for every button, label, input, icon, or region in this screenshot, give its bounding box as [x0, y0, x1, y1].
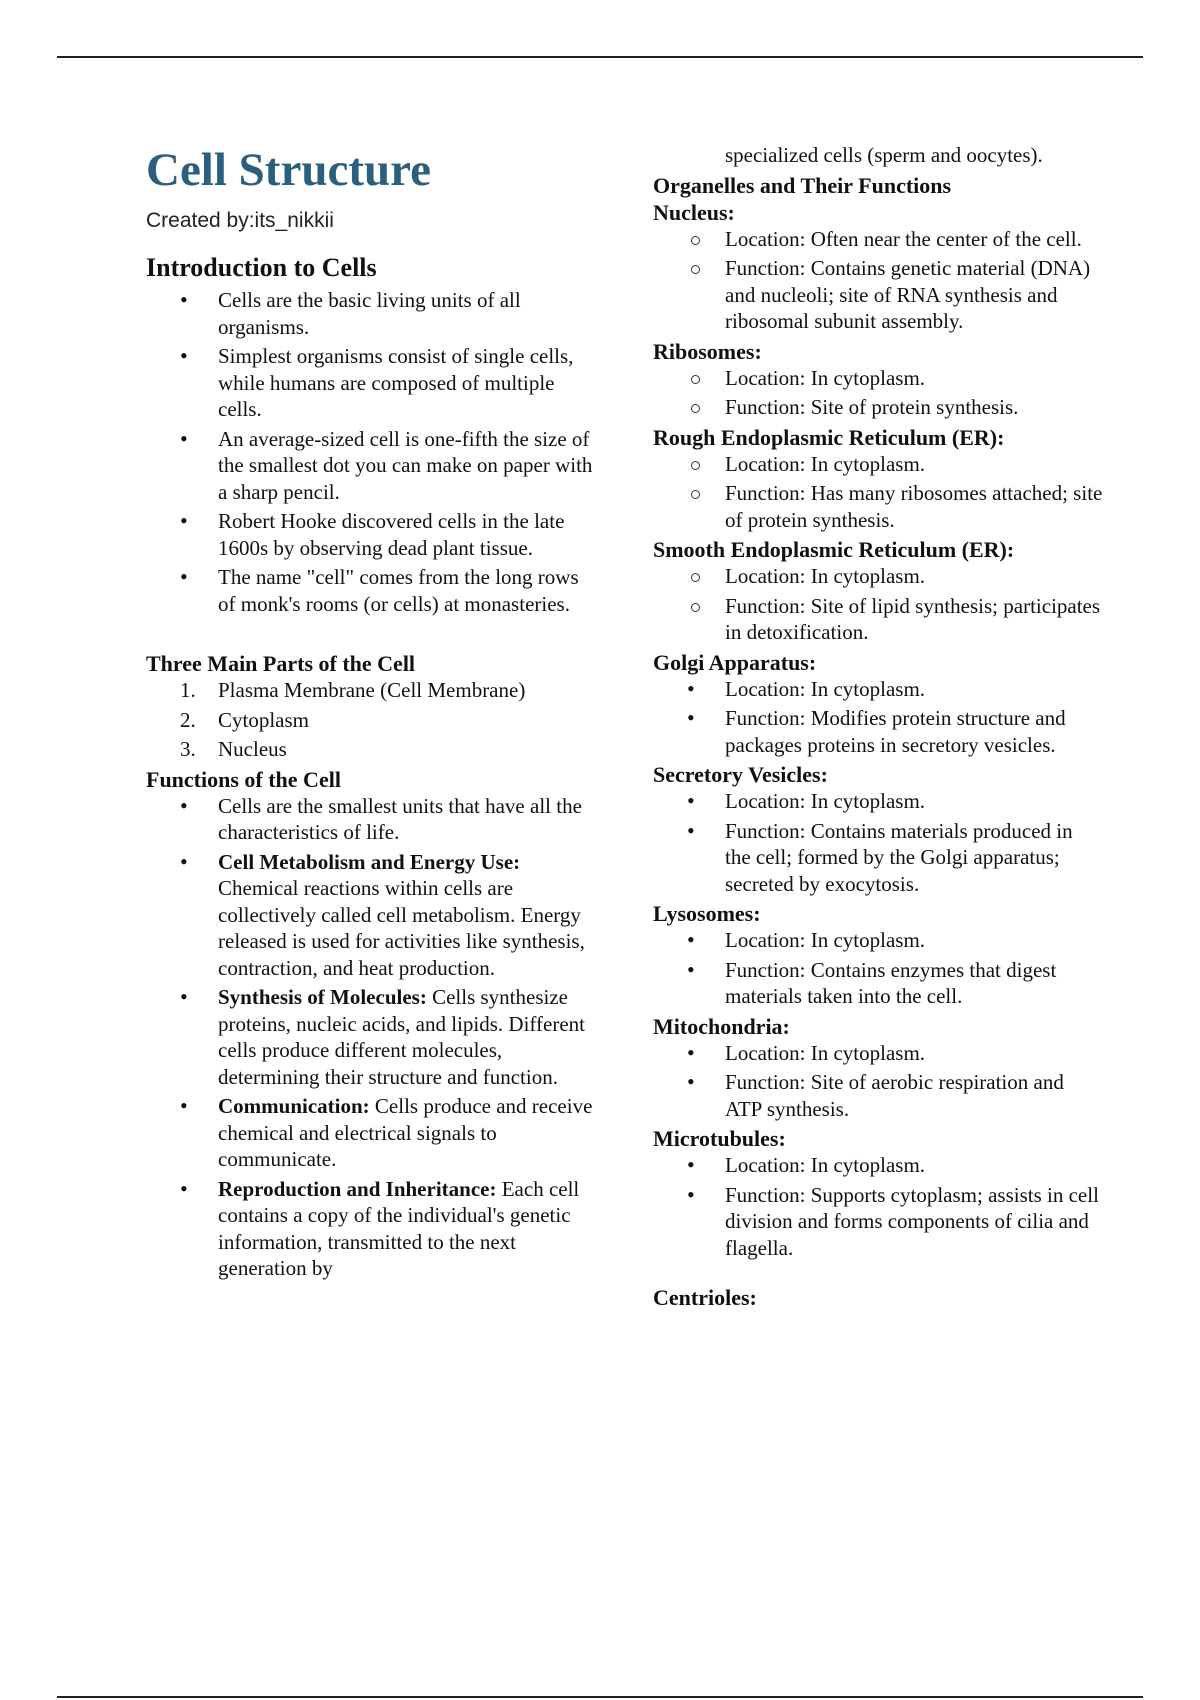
circle-bullet-icon [691, 461, 700, 470]
list-item: Location: Often near the center of the cell. [653, 226, 1103, 253]
organelle-list [653, 788, 1103, 897]
organelle-list [653, 1040, 1103, 1123]
bullet-icon [180, 1093, 210, 1120]
right-column [653, 142, 1103, 1311]
list-item: • Function: Modifies protein structure and packages proteins in secretory vesicles. [653, 705, 1103, 758]
bullet-icon [687, 818, 717, 845]
section-title: Lysosomes: [653, 901, 761, 926]
list-item: • Function: Site of aerobic respiration and ATP synthesis. [653, 1069, 1103, 1122]
page-title: Cell Structure [146, 144, 431, 196]
section-title: Secretory Vesicles: [653, 762, 828, 787]
list-item: • Robert Hooke discovered cells in the late 1600s by observing dead plant tissue. [146, 508, 596, 561]
bullet-icon [180, 564, 210, 591]
bullet-icon [687, 676, 717, 703]
list-item: • The name "cell" comes from the long rows of monk's rooms (or cells) at monasteries. [146, 564, 596, 617]
section-title: Centrioles: [653, 1285, 757, 1310]
list-item: • Function: Contains materials produced in the cell; formed by the Golgi apparatus; secreted by exocytosis. [653, 818, 1103, 898]
circle-bullet-icon [691, 490, 700, 499]
bullet-icon [687, 705, 717, 732]
continuation-text: specialized cells (sperm and oocytes). [725, 143, 1043, 167]
functions-list [146, 793, 596, 1282]
list-item: • Location: In cytoplasm. [653, 676, 1103, 703]
list-item: 1. Plasma Membrane (Cell Membrane) [180, 678, 526, 703]
list-item: • Location: In cytoplasm. [653, 1040, 1103, 1067]
organelle-list [653, 927, 1103, 1010]
list-item: • Function: Contains enzymes that digest materials taken into the cell. [653, 957, 1103, 1010]
list-item: Location: In cytoplasm. [653, 451, 1103, 478]
list-item: • Location: In cytoplasm. [653, 1152, 1103, 1179]
section-title: Ribosomes: [653, 338, 762, 364]
list-item: Function: Has many ribosomes attached; site of protein synthesis. [653, 480, 1103, 533]
organelle-list [653, 226, 1103, 335]
bullet-icon [687, 1040, 717, 1067]
author-credit: Created by:its_nikkii [146, 209, 334, 232]
circle-bullet-icon [691, 236, 700, 245]
bullet-icon [687, 957, 717, 984]
list-item: • Simplest organisms consist of single cells, while humans are composed of multiple cells. [146, 343, 596, 423]
list-item: • Cells are the smallest units that have all the characteristics of life. [146, 793, 596, 846]
intro-list [146, 287, 596, 617]
three-parts-heading: Three Main Parts of the Cell [146, 651, 416, 677]
top-divider [57, 56, 1143, 58]
bullet-icon [180, 793, 210, 820]
list-item: • Synthesis of Molecules: Cells synthesize proteins, nucleic acids, and lipids. Different cells produce different molecules, determining their structure and function. [146, 984, 596, 1090]
bullet-icon [687, 788, 717, 815]
section-title: Golgi Apparatus: [653, 649, 817, 675]
section-title: Microtubules: [653, 1126, 786, 1151]
organelle-list [653, 676, 1103, 759]
list-item: Function: Site of lipid synthesis; participates in detoxification. [653, 593, 1103, 646]
list-item: • Function: Supports cytoplasm; assists in cell division and forms components of cilia and flagella. [653, 1182, 1103, 1262]
left-column [146, 130, 596, 1285]
list-item: • Cell Metabolism and Energy Use: Chemical reactions within cells are collectively called cell metabolism. Energy released is used for activities like synthesis, contraction, and heat production. [146, 849, 596, 982]
list-item: Function: Contains genetic material (DNA) and nucleoli; site of RNA synthesis and ribosomal subunit assembly. [653, 255, 1103, 335]
bullet-icon [687, 927, 717, 954]
section-title: Smooth Endoplasmic Reticulum (ER): [653, 537, 1015, 562]
list-item: 3. Nucleus [180, 737, 287, 762]
bullet-icon [687, 1069, 717, 1096]
list-item: • Reproduction and Inheritance: Each cell contains a copy of the individual's genetic information, transmitted to the next generation by [146, 1176, 596, 1282]
section-title: Mitochondria: [653, 1013, 790, 1039]
organelle-list [653, 563, 1103, 646]
bullet-icon [180, 508, 210, 535]
list-item: Location: In cytoplasm. [653, 563, 1103, 590]
circle-bullet-icon [691, 404, 700, 413]
organelle-list [653, 365, 1103, 421]
bullet-icon [180, 849, 210, 876]
bullet-icon [180, 287, 210, 314]
section-title: Rough Endoplasmic Reticulum (ER): [653, 424, 1005, 450]
bullet-icon [180, 426, 210, 453]
circle-bullet-icon [691, 573, 700, 582]
section-title: Nucleus: [653, 199, 735, 225]
list-item: • Cells are the basic living units of all organisms. [146, 287, 596, 340]
organelles-heading: Organelles and Their Functions [653, 172, 952, 198]
bullet-icon [687, 1182, 717, 1209]
bottom-divider [57, 1696, 1143, 1698]
bullet-icon [180, 343, 210, 370]
circle-bullet-icon [691, 265, 700, 274]
bullet-icon [687, 1152, 717, 1179]
three-parts-list [146, 677, 596, 763]
list-item: Location: In cytoplasm. [653, 365, 1103, 392]
list-item: Function: Site of protein synthesis. [653, 394, 1103, 421]
list-item: • An average-sized cell is one-fifth the size of the smallest dot you can make on paper with a sharp pencil. [146, 426, 596, 506]
list-item: 2. Cytoplasm [180, 707, 310, 732]
bullet-icon [180, 984, 210, 1011]
organelle-list [653, 451, 1103, 534]
circle-bullet-icon [691, 603, 700, 612]
list-item: • Location: In cytoplasm. [653, 788, 1103, 815]
circle-bullet-icon [691, 375, 700, 384]
list-item: • Location: In cytoplasm. [653, 927, 1103, 954]
intro-heading: Introduction to Cells [146, 253, 377, 283]
functions-heading: Functions of the Cell [146, 766, 341, 792]
list-item: • Communication: Cells produce and receive chemical and electrical signals to communicate. [146, 1093, 596, 1173]
bullet-icon [180, 1176, 210, 1203]
organelle-list [653, 1152, 1103, 1261]
